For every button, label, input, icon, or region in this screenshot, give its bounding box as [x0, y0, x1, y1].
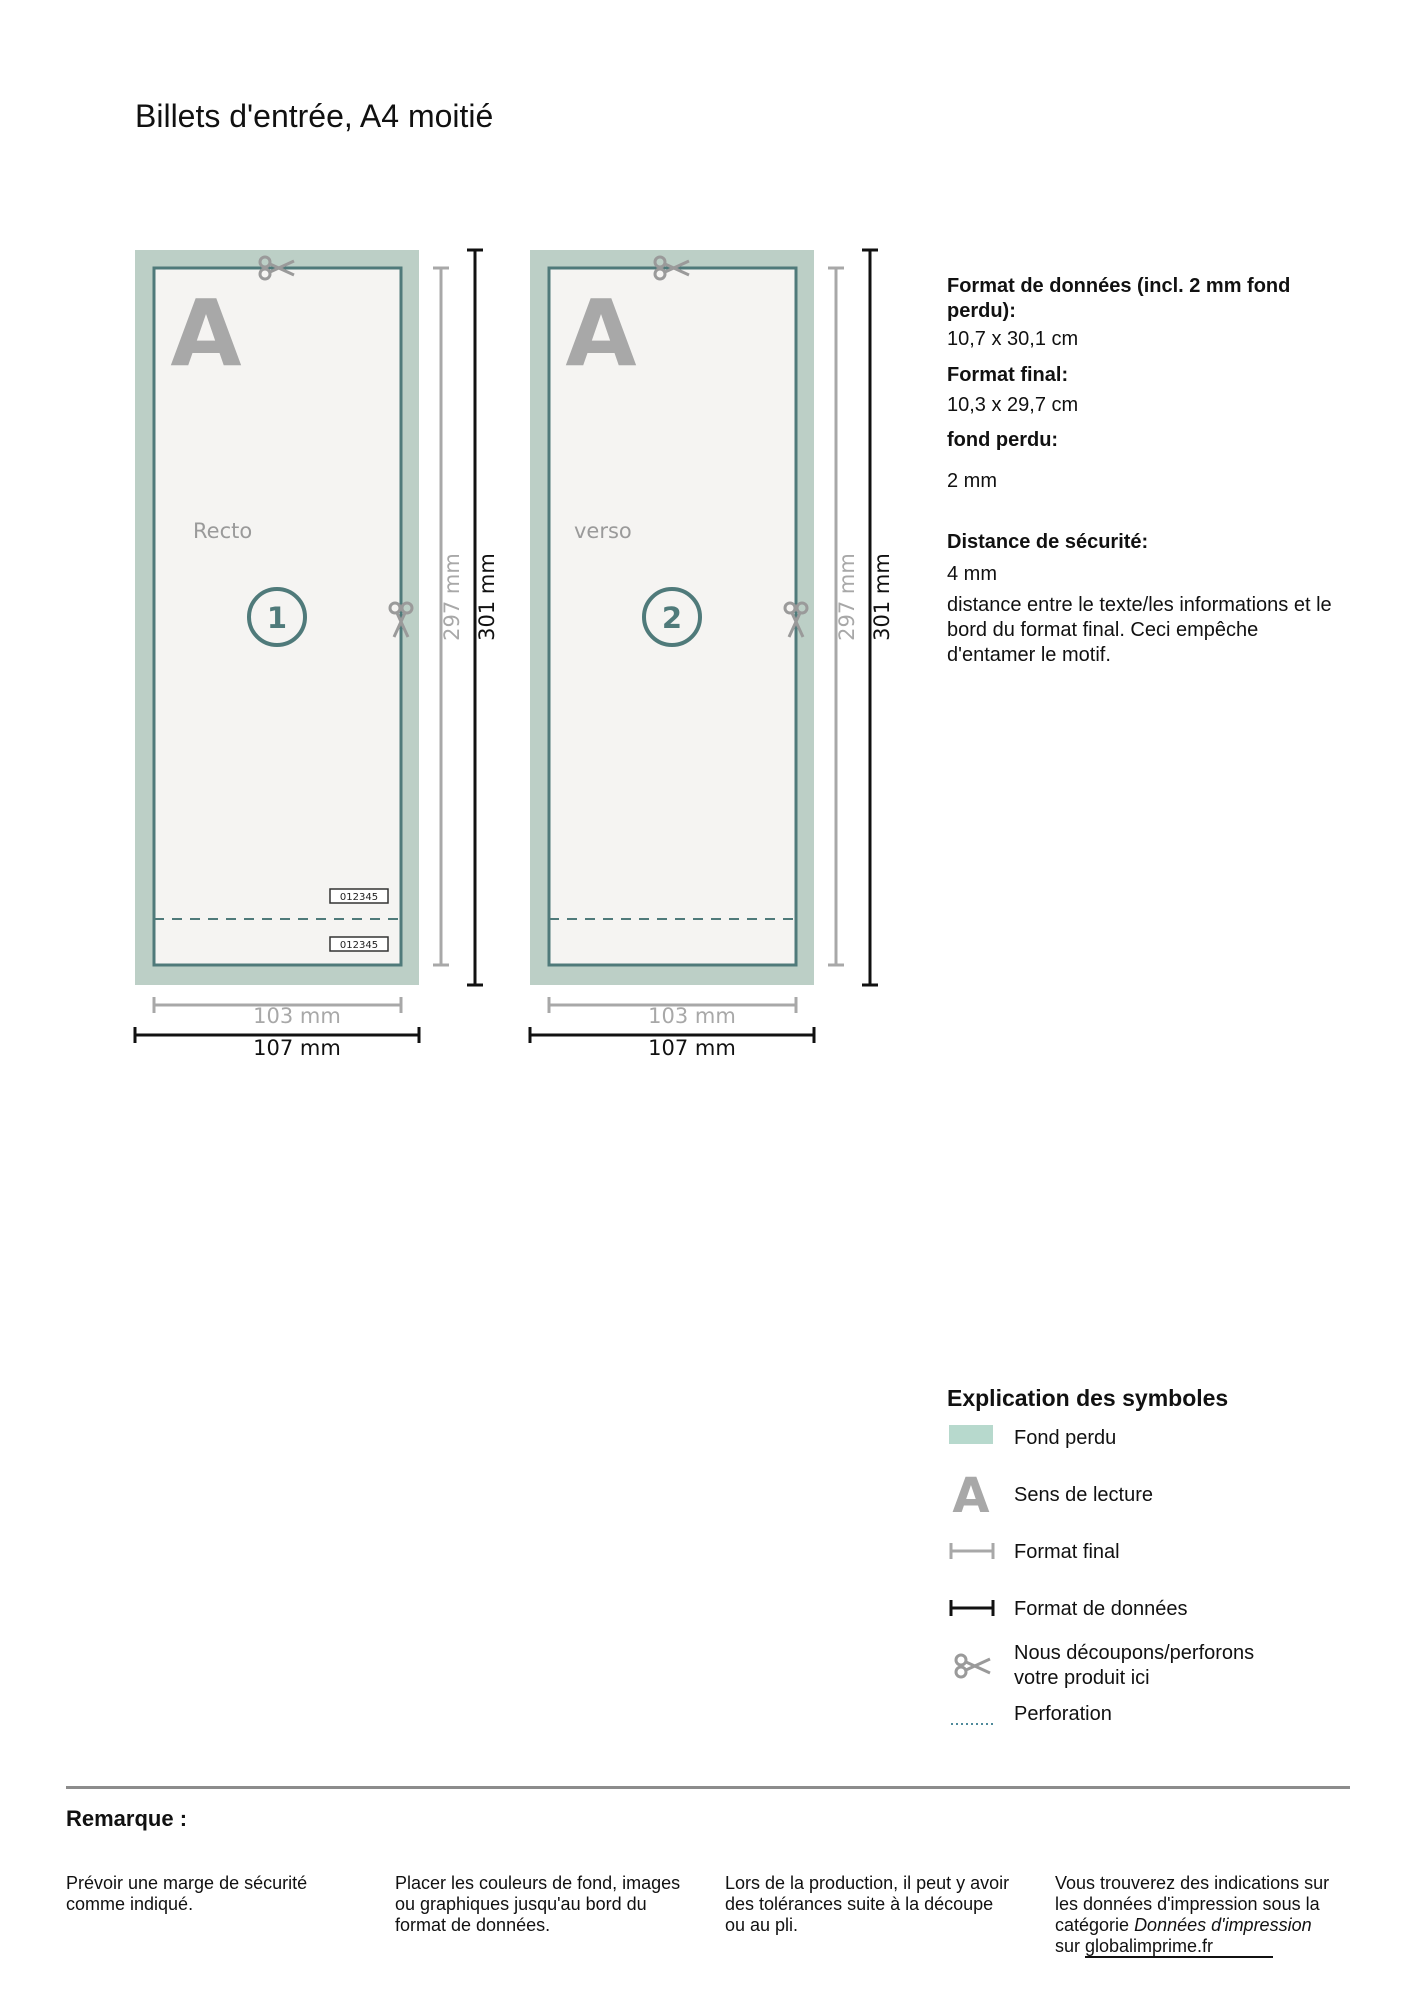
- data-height-label: 301 mm: [475, 553, 499, 641]
- page-number: 2: [661, 601, 683, 635]
- final-height-label: 297 mm: [440, 553, 464, 641]
- page-number: 1: [266, 601, 288, 635]
- legend-title: Explication des symboles: [947, 1385, 1229, 1411]
- page-title: Billets d'entrée, A4 moitié: [135, 98, 494, 134]
- data-format-icon: [951, 1600, 993, 1616]
- bleed-value: 2 mm: [947, 470, 997, 492]
- data-format-label: Format de données (incl. 2 mm fond perdu):: [947, 275, 1291, 322]
- final-width-label: 103 mm: [253, 1004, 341, 1028]
- legend-item-cut: Nous découpons/perforons votre produit ici: [1014, 1642, 1255, 1689]
- legend-item-data-format: Format de données: [1014, 1598, 1188, 1620]
- final-height-label: 297 mm: [835, 553, 859, 641]
- reading-direction-icon: A: [170, 280, 242, 387]
- data-width-label: 107 mm: [648, 1036, 736, 1060]
- side-label: Recto: [193, 519, 253, 543]
- bleed-label: fond perdu:: [947, 429, 1059, 451]
- ticket-number: 012345: [339, 940, 379, 951]
- website-link[interactable]: globalimprime.fr: [1085, 1936, 1273, 1958]
- legend-item-perforation: Perforation: [1014, 1703, 1112, 1725]
- safety-value: 4 mm: [947, 563, 997, 585]
- bleed-swatch-icon: [949, 1425, 993, 1444]
- legend-item-reading: Sens de lecture: [1014, 1484, 1153, 1506]
- legend-item-bleed: Fond perdu: [1014, 1427, 1117, 1449]
- data-height-label: 301 mm: [870, 553, 894, 641]
- remark-title: Remarque :: [66, 1806, 188, 1831]
- reading-direction-icon: A: [565, 280, 637, 387]
- remark-note-3: Lors de la production, il peut y avoir des tolérances suite à la découpe ou au pli.: [725, 1873, 1010, 1935]
- remark-note-1: Prévoir une marge de sécurité comme indiqué.: [66, 1873, 308, 1914]
- final-format-label: Format final:: [947, 364, 1069, 386]
- panel-verso: [530, 250, 814, 985]
- scissors-icon: [956, 1655, 990, 1677]
- final-format-value: 10,3 x 29,7 cm: [947, 394, 1079, 416]
- safety-label: Distance de sécurité:: [947, 531, 1149, 553]
- final-width-label: 103 mm: [648, 1004, 736, 1028]
- remark-note-4: Vous trouverez des indications sur les données d'impression sous la catégorie Données d'impression sur globalimprime.fr: [1055, 1873, 1330, 1956]
- data-format-value: 10,7 x 30,1 cm: [947, 328, 1079, 350]
- remark-note-2: Placer les couleurs de fond, images ou graphiques jusqu'au bord du format de données.: [395, 1873, 681, 1935]
- legend-item-final-format: Format final: [1014, 1541, 1120, 1563]
- ticket-number: 012345: [339, 892, 379, 903]
- data-width-label: 107 mm: [253, 1036, 341, 1060]
- section-divider: [66, 1786, 1350, 1789]
- side-label: verso: [574, 519, 632, 543]
- print-data-category: Données d'impression: [1134, 1915, 1312, 1935]
- reading-direction-icon: A: [952, 1468, 990, 1524]
- panel-recto: [135, 250, 419, 985]
- safety-description: distance entre le texte/les informations et le bord du format final. Ceci empêche d'entamer le motif.: [947, 594, 1332, 666]
- final-format-icon: [951, 1543, 993, 1559]
